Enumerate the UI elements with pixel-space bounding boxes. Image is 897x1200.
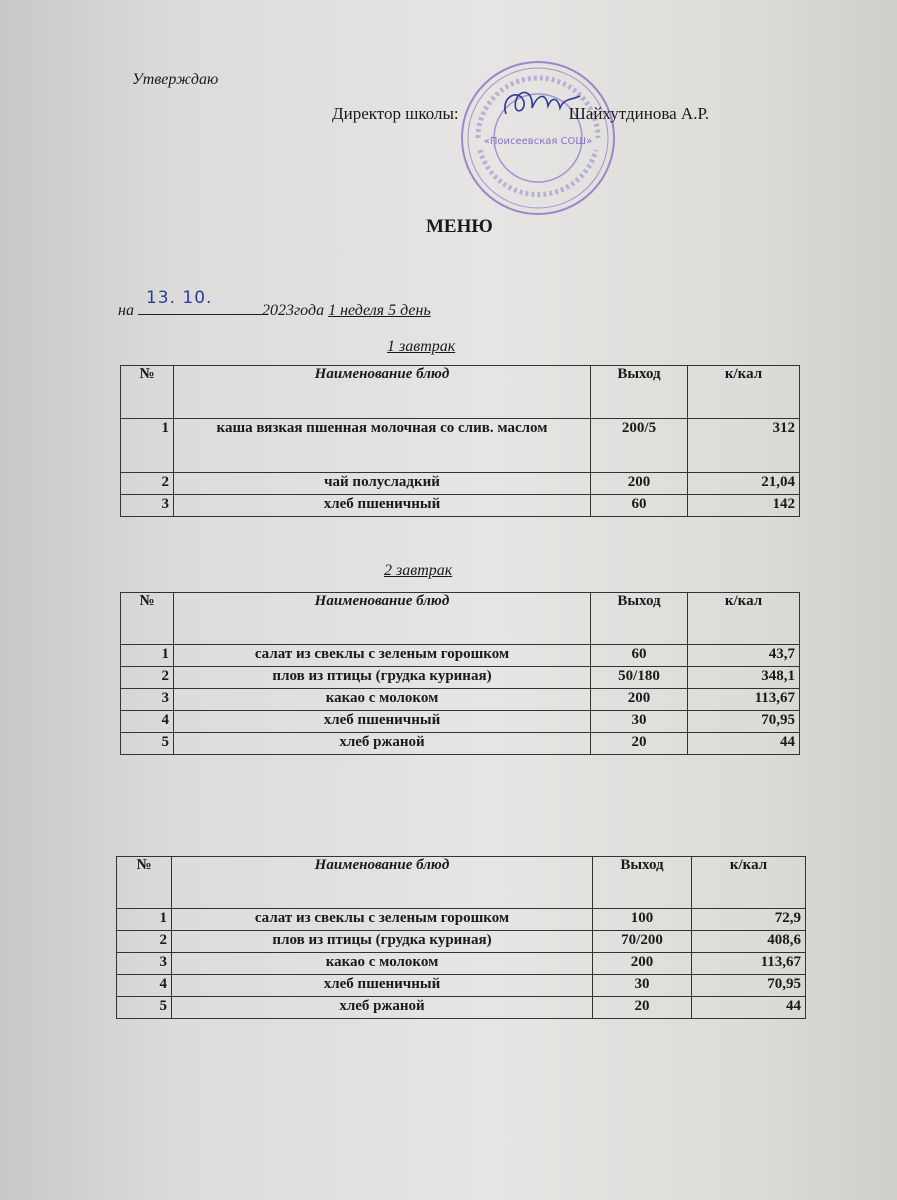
table-row: 3 хлеб пшеничный 60 142 bbox=[121, 495, 800, 517]
director-label: Директор школы: bbox=[332, 104, 459, 123]
table-row: 3 какао с молоком 200 113,67 bbox=[121, 689, 800, 711]
table-row: 4 хлеб пшеничный 30 70,95 bbox=[121, 711, 800, 733]
col-number: № bbox=[121, 593, 174, 645]
section-breakfast1-title: 1 завтрак bbox=[387, 338, 456, 355]
date-blank bbox=[138, 288, 262, 315]
handwritten-date: 13. 10. bbox=[145, 288, 213, 308]
col-kcal: к/кал bbox=[692, 857, 806, 909]
approve-label: Утверждаю bbox=[132, 71, 219, 88]
breakfast2-table bbox=[120, 592, 800, 755]
date-year: 2023года bbox=[261, 302, 325, 319]
breakfast1-table bbox=[120, 365, 800, 517]
school-stamp bbox=[458, 58, 618, 218]
col-name: Наименование блюд bbox=[172, 857, 593, 909]
col-kcal: к/кал bbox=[688, 593, 800, 645]
col-kcal: к/кал bbox=[688, 366, 800, 419]
week-day: 1 неделя 5 день bbox=[328, 302, 431, 319]
table-row: 5 хлеб ржаной 20 44 bbox=[117, 997, 806, 1019]
table-row: 4 хлеб пшеничный 30 70,95 bbox=[117, 975, 806, 997]
date-prefix: на bbox=[118, 302, 134, 319]
table-row: 1 салат из свеклы с зеленым горошком 100 72,9 bbox=[117, 909, 806, 931]
table-row: 5 хлеб ржаной 20 44 bbox=[121, 733, 800, 755]
table-row: 2 плов из птицы (грудка куриная) 50/180 348,1 bbox=[121, 667, 800, 689]
col-name: Наименование блюд bbox=[174, 593, 591, 645]
table-row: 2 плов из птицы (грудка куриная) 70/200 408,6 bbox=[117, 931, 806, 953]
table-row: 3 какао с молоком 200 113,67 bbox=[117, 953, 806, 975]
col-number: № bbox=[121, 366, 174, 419]
director-signature bbox=[498, 84, 588, 124]
table-header-row bbox=[121, 593, 800, 645]
table-row: 1 каша вязкая пшенная молочная со слив. маслом 200/5 312 bbox=[121, 419, 800, 473]
table-header-row bbox=[117, 857, 806, 909]
col-output: Выход bbox=[591, 366, 688, 419]
section-breakfast2-title: 2 завтрак bbox=[384, 562, 453, 579]
col-number: № bbox=[117, 857, 172, 909]
col-name: Наименование блюд bbox=[174, 366, 591, 419]
col-output: Выход bbox=[591, 593, 688, 645]
date-line bbox=[118, 288, 431, 320]
col-output: Выход bbox=[593, 857, 692, 909]
director-name: Шайхутдинова А.Р. bbox=[568, 104, 710, 123]
table-row: 2 чай полусладкий 200 21,04 bbox=[121, 473, 800, 495]
stamp-text: «Поисеевская СОШ» bbox=[483, 136, 593, 147]
table-header-row bbox=[121, 366, 800, 419]
menu-table-3 bbox=[116, 856, 806, 1019]
page-title: МЕНЮ bbox=[426, 216, 493, 237]
table-row: 1 салат из свеклы с зеленым горошком 60 43,7 bbox=[121, 645, 800, 667]
